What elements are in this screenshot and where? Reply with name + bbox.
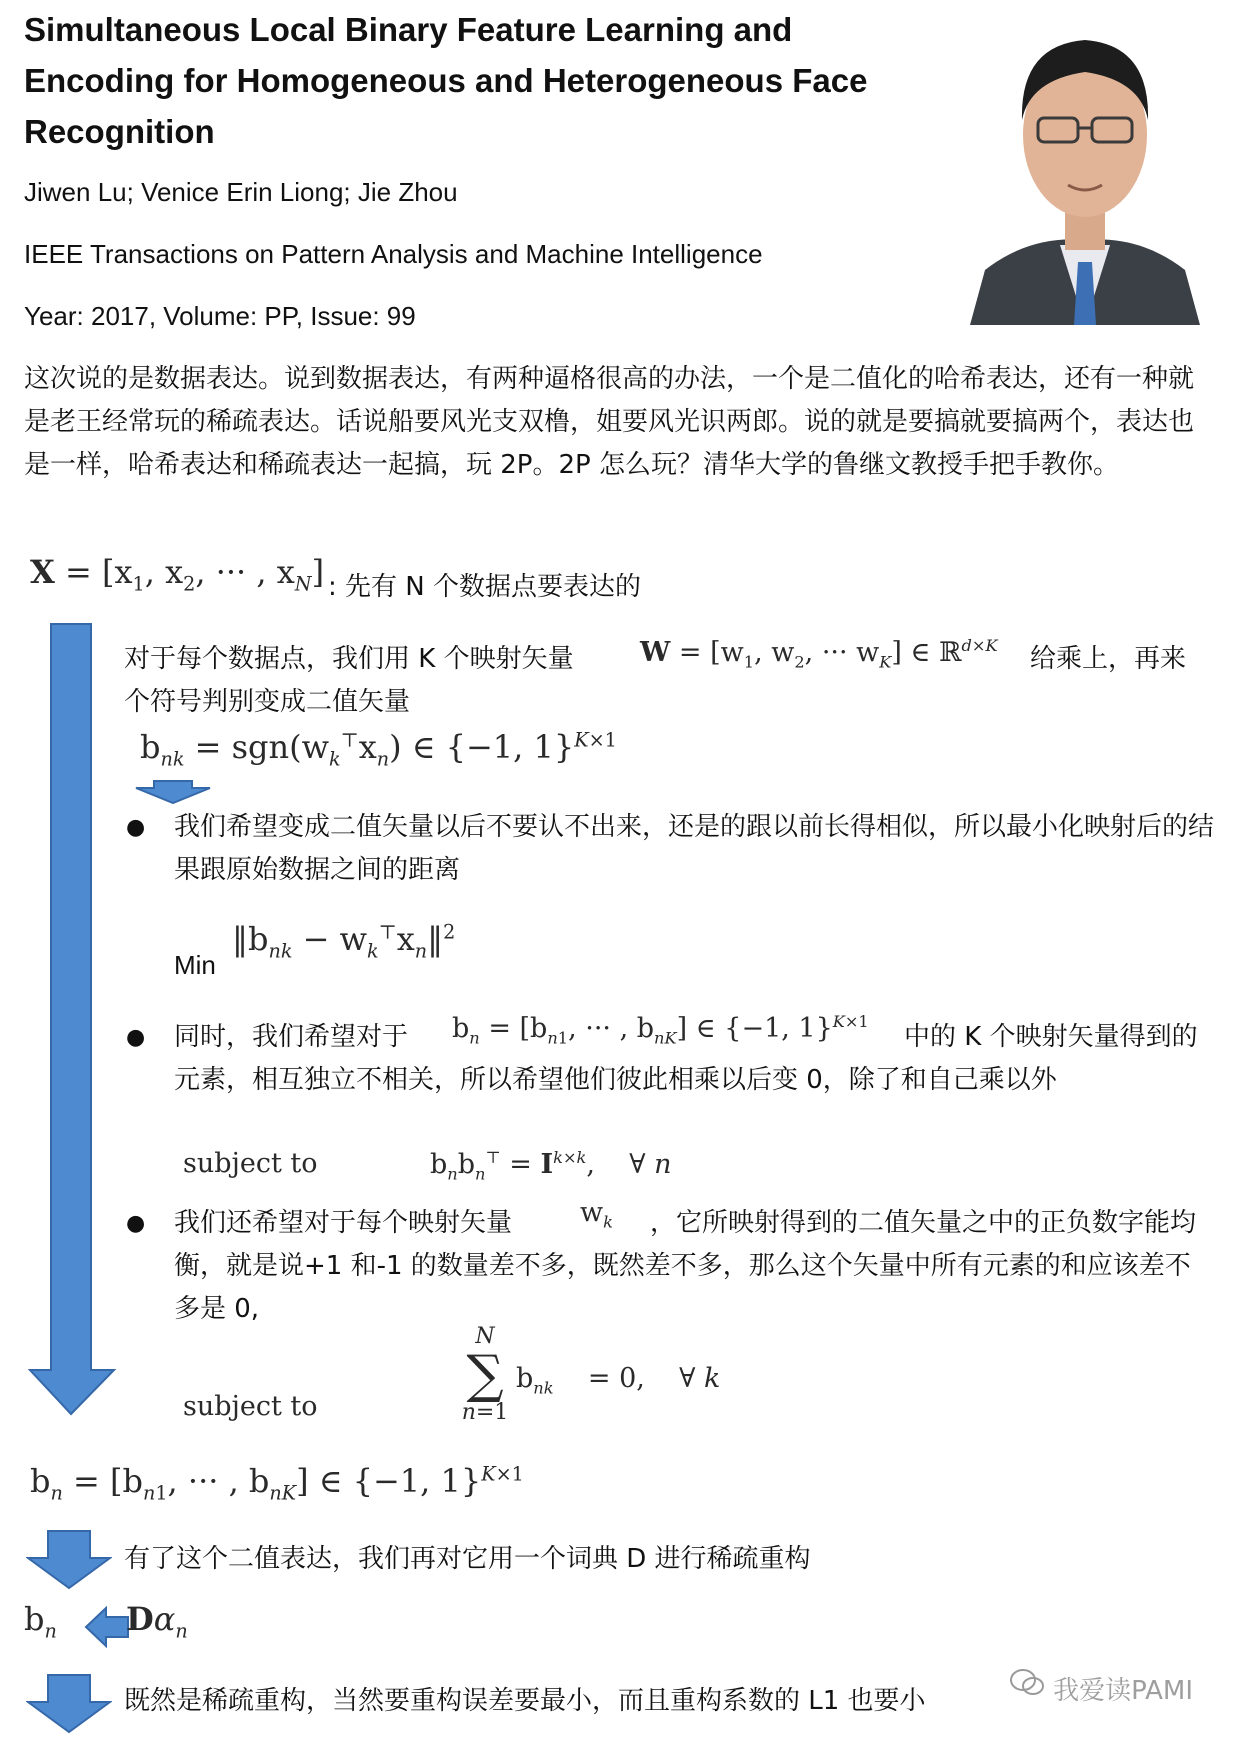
data-points-text: : 先有 N 个数据点要表达的 [328,572,642,602]
formula-bn-vector: $b_n = [b_{n1}$, ··· , $b_{nK}$] ∈ {−1, 1}$^{K\times 1}$ [452,1012,869,1048]
formula-data-matrix: $X = [x_1$, $x_2$, ··· , $x_N$] [30,553,325,596]
bullet-2-text-a: 同时，我们希望对于 [174,1022,409,1052]
author-photo [950,0,1220,325]
paper-title: Simultaneous Local Binary Feature Learning and Encoding for Homogeneous and Heterogeneous Face Recognition [24,11,868,150]
projection-text-b2: 个符号判别变成二值矢量 [124,687,411,717]
subject-to-label-2: subject to [183,1391,318,1422]
formula-min-distance: $‖b_{nk}$ − $w_k^⊤x_n‖^2$ [232,920,456,963]
formula-wk: $w_k$ [580,1197,613,1232]
wechat-logo-icon [1009,1668,1045,1698]
year-volume-issue: Year: 2017, Volume: PP, Issue: 99 [24,301,416,331]
journal: IEEE Transactions on Pattern Analysis and Machine Intelligence [24,239,763,269]
formula-binary-code: $b_{nk} = sgn(w_k^⊤x_n)$ ∈ {−1, 1}$^{K\times 1}$ [140,728,617,771]
authors: Jiwen Lu; Venice Erin Liong; Jie Zhou [24,177,458,207]
bullet-3-marker: ● [126,1211,146,1236]
big-down-arrow-icon [28,622,118,1417]
down-arrow-icon-2 [26,1674,112,1734]
bullet-1-text: 我们希望变成二值矢量以后不要认不出来，还是的跟以前长得相似，所以最小化映射后的结果跟原始数据之间的距离 [174,812,1215,885]
min-label: Min [174,950,216,980]
formula-bn-full: $b_n = [b_{n1}$, ··· , $b_{nK}$] ∈ {−1, 1}$^{K\times 1}$ [30,1462,524,1505]
projection-text-b1: 给乘上，再来 [1030,644,1187,674]
formula-recon-left: $b_n$ [24,1600,57,1643]
bullet-1-marker: ● [126,815,146,840]
bullet-2-marker: ● [126,1025,146,1050]
bullet-3-text-b: ，它所映射得到的二值矢量之中的正负数字能均衡，就是说+1 和-1 的数量差不多，既然差不多，那么这个矢量中所有元素的和应该差不多是 0, [174,1208,1197,1324]
bullet-2-text-b: 中的 K 个映射矢量得到的元素，相互独立不相关，所以希望他们彼此相乘以后变 0，除了和自己乘以外 [174,1022,1198,1095]
formula-sum-operator: N ∑ n=1 [461,1324,509,1425]
formula-recon-right: $D\alpha_n$ [126,1600,188,1643]
projection-text-a: 对于每个数据点，我们用 K 个映射矢量 [124,644,574,674]
intro-paragraph: 这次说的是数据表达。说到数据表达，有两种逼格很高的办法，一个是二值化的哈希表达，还有一种就是老王经常玩的稀疏表达。话说船要风光支双橹，姐要风光识两郎。说的就是要搞就要搞两个，表达也是一样，哈希表达和稀疏表达一起搞，玩 2P。2P 怎么玩？清华大学的鲁继文教授手把手教你。 [24,364,1195,480]
bullet-3-text-a: 我们还希望对于每个映射矢量 [174,1208,513,1238]
formula-balance: $b_{nk}$ = 0, ∀ k [516,1363,721,1398]
down-arrow-icon-1 [26,1530,112,1590]
subject-to-label-1: subject to [183,1148,318,1179]
formula-orthogonality: $b_nb_n^⊤ = I^{k\times k}$, ∀ n [430,1148,672,1184]
sparse-intro-text: 有了这个二值表达，我们再对它用一个词典 D 进行稀疏重构 [124,1544,811,1574]
small-down-arrow-icon [134,780,212,804]
left-arrow-icon [84,1606,130,1648]
formula-projection-matrix: $W = [w_1$, $w_2$, ··· $w_K$] ∈ ℝ$^{d\times K}$ [640,636,998,672]
watermark-text: 我爱读PAMI [1053,1676,1193,1706]
sparse-error-text: 既然是稀疏重构，当然要重构误差要最小，而且重构系数的 L1 也要小 [124,1686,926,1716]
